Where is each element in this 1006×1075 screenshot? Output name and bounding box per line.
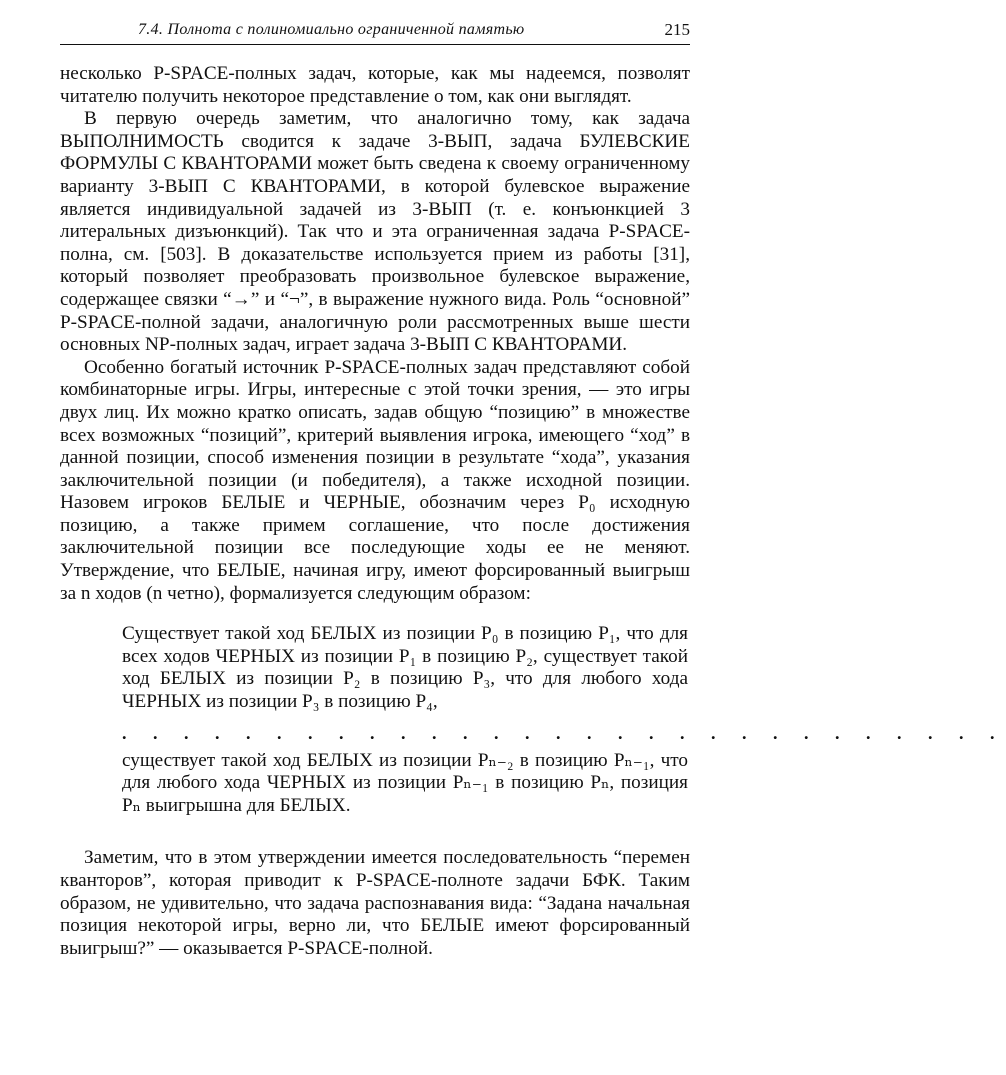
paragraph-continuation: несколько P-SPACE-полных задач, которые, как мы надеемся, позволят читателю получить некоторое представление о том, как они выглядят. [60,63,690,107]
paragraph-conclusion: Заметим, что в этом утверждении имеется последовательность “перемен кванторов”, которая приводит к P-SPACE-полноте задачи БФК. Таким образом, не удивительно, что задача распознавания вида: “Задана начальная позиция некоторой игры, верно ли, что БЕЛЫЕ имеют форсированный выигрыш?” — оказывается P-SPACE-полной. [60,847,690,959]
formal-statement-first: Существует такой ход БЕЛЫХ из позиции P₀ в позицию P₁, что для всех ходов ЧЕРНЫХ из позиции P₁ в позицию P₂, существует такой ход БЕЛЫХ из позиции P₂ в позицию P₃, что для любого хода ЧЕРНЫХ из позиции P₃ в позицию P₄, [122,623,688,713]
running-head: 7.4. Полнота с полиномиально ограниченной памятью [138,21,525,38]
page-number: 215 [664,20,690,39]
paragraph-combinatorial-games: Особенно богатый источник P-SPACE-полных задач представляют собой комбинаторные игры. Игры, интересные с этой точки зрения, — это игры двух лиц. Их можно кратко описать, задав общую “позицию” в множестве всех возможных “позиций”, критерий выявления игрока, имеющего “ход” в данной позиции, способ изменения позиции в результате “хода”, указания заключительной позиции (и победителя), а также исходной позиции. Назовем игроков БЕЛЫЕ и ЧЕРНЫЕ, обозначим через P₀ исходную позицию, а также примем соглашение, что после достижения заключительной позиции все последующие ходы ее не меняют. Утверждение, что БЕЛЫЕ, начиная игру, имеют форсированный выигрыш за n ходов (n четно), формализуется следующим образом: [60,356,690,604]
page-body [60,45,1006,960]
page-header [60,18,690,45]
ellipsis-dots: . . . . . . . . . . . . . . . . . . . . . . . . . . . . . [122,722,1006,743]
paragraph-quantified-formulas: В первую очередь заметим, что аналогично тому, как задача ВЫПОЛНИМОСТЬ сводится к задаче 3-ВЫП, задача БУЛЕВСКИЕ ФОРМУЛЫ С КВАНТОРАМИ может быть сведена к своему ограниченному варианту 3-ВЫП С КВАНТОРАМИ, в которой булевское выражение является индивидуальной задачей из 3-ВЫП (т. е. конъюнкцией 3 литеральных дизъюнкций). Так что и эта ограниченная задача P-SPACE-полна, см. [503]. В доказательстве используется прием из работы [31], который позволяет преобразовать произвольное булевское выражение, содержащее связки “→” и “¬”, в выражение нужного вида. Роль “основной” P-SPACE-полной задачи, аналогичную роли рассмотренных выше шести основных NP-полных задач, играет задача 3-ВЫП С КВАНТОРАМИ. [60,108,690,356]
book-page [60,18,1006,960]
formal-statement-last: существует такой ход БЕЛЫХ из позиции Pₙ₋₂ в позицию Pₙ₋₁, что для любого хода ЧЕРНЫХ из позиции Pₙ₋₁ в позицию Pₙ, позиция Pₙ выигрышна для БЕЛЫХ. [122,749,688,816]
